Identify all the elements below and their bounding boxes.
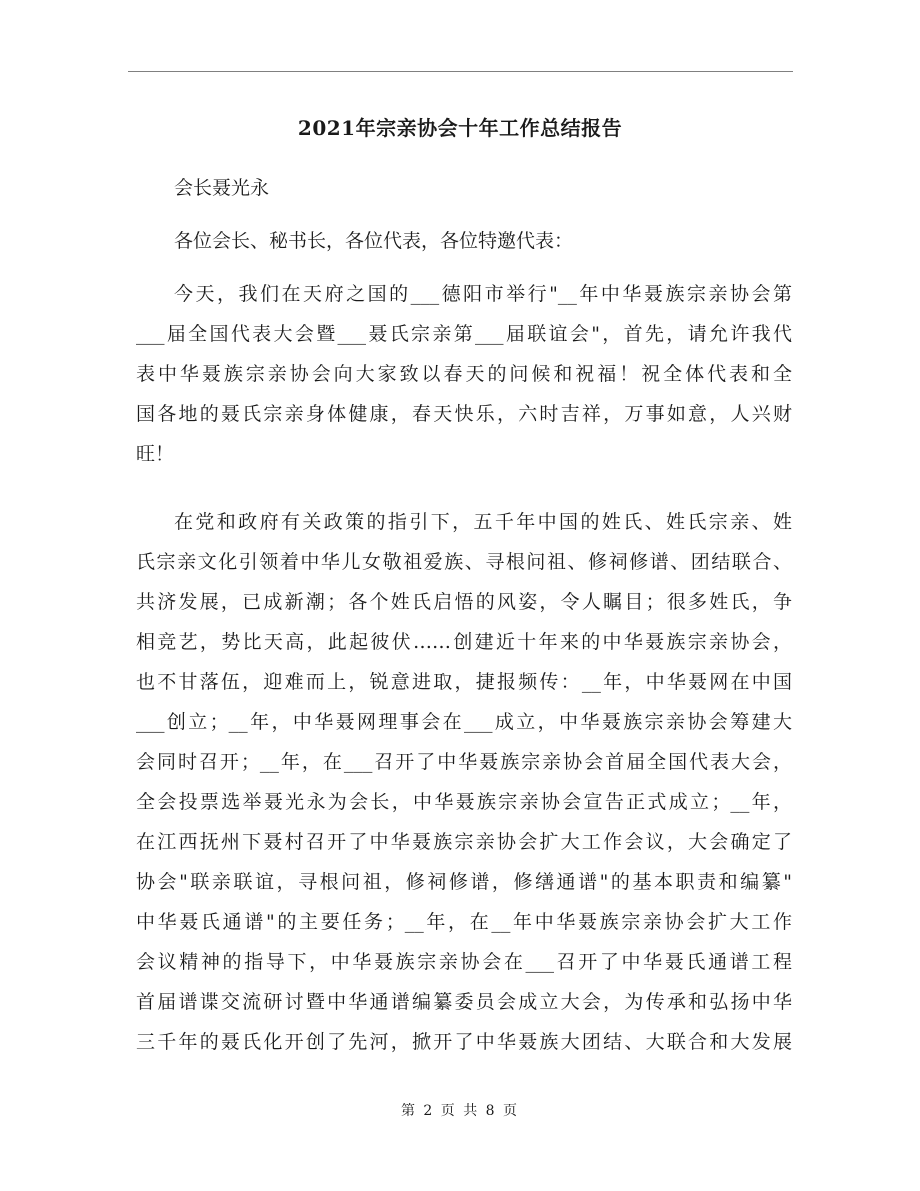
paragraph-line: 协会"联亲联谊，寻根问祖，修祠修谱，修缮通谱"的基本职责和编纂" — [136, 871, 792, 893]
paragraph-1 — [136, 274, 792, 474]
paragraph-line: 会同时召开；__年，在___召开了中华聂族宗亲协会首届全国代表大会， — [136, 751, 792, 773]
header-rule — [128, 71, 793, 72]
paragraph-line: 氏宗亲文化引领着中华儿女敬祖爱族、寻根问祖、修祠修谱、团结联合、 — [136, 551, 792, 573]
document-body — [136, 168, 792, 1062]
paragraph-line: ___创立；__年，中华聂网理事会在___成立，中华聂族宗亲协会筹建大 — [136, 711, 792, 733]
paragraph-line: 在党和政府有关政策的指引下，五千年中国的姓氏、姓氏宗亲、姓 — [174, 511, 792, 533]
paragraph-line: 国各地的聂氏宗亲身体健康，春天快乐，六时吉祥，万事如意，人兴财 — [136, 403, 792, 425]
paragraph-2 — [136, 502, 792, 1062]
paragraph-line: 表中华聂族宗亲协会向大家致以春天的问候和祝福！祝全体代表和全 — [136, 363, 792, 385]
salutation-line: 各位会长、秘书长，各位代表，各位特邀代表： — [174, 230, 574, 252]
paragraph-line: 会议精神的指导下，中华聂族宗亲协会在___召开了中华聂氏通谱工程 — [136, 951, 792, 973]
document-title: 2021年宗亲协会十年工作总结报告 — [297, 116, 623, 140]
author-line: 会长聂光永 — [174, 177, 270, 199]
paragraph-line: 三千年的聂氏化开创了先河，掀开了中华聂族大团结、大联合和大发展 — [136, 1031, 792, 1053]
paragraph-line: ___届全国代表大会暨___聂氏宗亲第___届联谊会"，首先，请允许我代 — [136, 323, 792, 345]
paragraph-line: 旺！ — [136, 443, 175, 465]
paragraph-line: 也不甘落伍，迎难而上，锐意进取，捷报频传：__年，中华聂网在中国 — [136, 671, 792, 693]
paragraph-line: 相竞艺，势比天高，此起彼伏……创建近十年来的中华聂族宗亲协会， — [136, 631, 792, 653]
paragraph-line: 在江西抚州下聂村召开了中华聂族宗亲协会扩大工作会议，大会确定了 — [136, 831, 792, 853]
paragraph-line: 共济发展，已成新潮；各个姓氏启悟的风姿，令人瞩目；很多姓氏，争 — [136, 591, 792, 613]
paragraph-line: 首届谱谍交流研讨暨中华通谱编纂委员会成立大会，为传承和弘扬中华 — [136, 991, 792, 1013]
paragraph-line: 全会投票选举聂光永为会长，中华聂族宗亲协会宣告正式成立；__年， — [136, 791, 792, 813]
paragraph-line: 中华聂氏通谱"的主要任务；__年，在__年中华聂族宗亲协会扩大工作 — [136, 911, 792, 933]
paragraph-line: 今天，我们在天府之国的___德阳市举行"__年中华聂族宗亲协会第 — [174, 283, 792, 305]
page-number: 第 2 页 共 8 页 — [400, 1103, 520, 1119]
